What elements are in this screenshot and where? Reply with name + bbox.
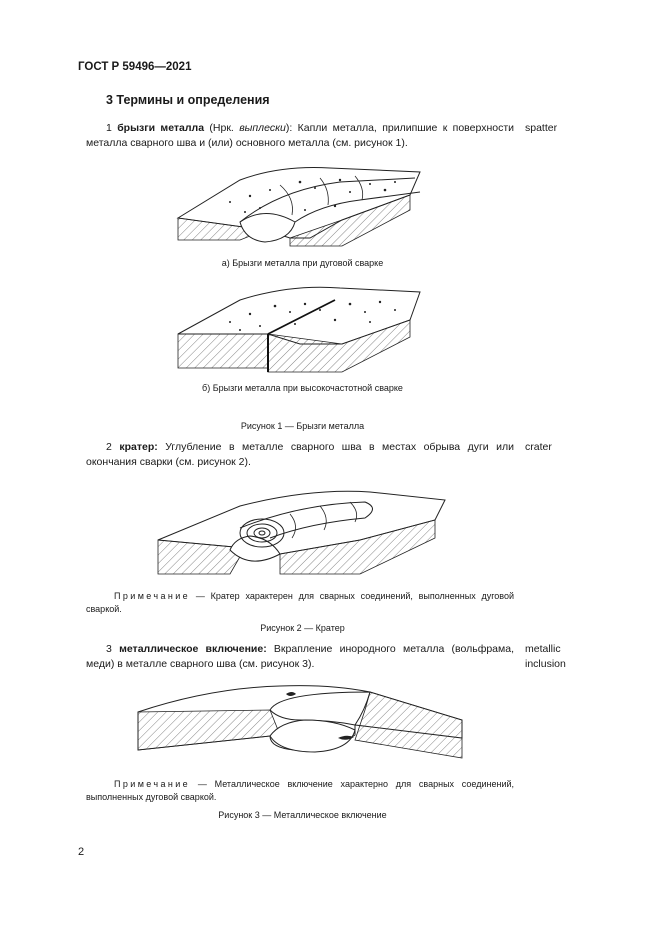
term-3-name: металлическое включение:: [119, 643, 267, 655]
section-title: 3 Термины и определения: [106, 93, 270, 107]
figure-3-title: Рисунок 3 — Металлическое включение: [218, 810, 387, 820]
document-header: ГОСТ Р 59496—2021: [78, 61, 192, 73]
note-2-text: — Металлическое включение характерно для сварных соединений, выполненных дуговой сваркой.: [86, 779, 514, 802]
note-2-label: Примечание: [114, 779, 191, 789]
figure-1b-caption: б) Брызги металла при высокочастотной сварке: [202, 383, 403, 393]
term-1-text: Капли металла, прилипшие к поверхности металла сварного шва и (или) основного металла (см. рисунок 1).: [86, 122, 515, 149]
term-1-number: 1: [106, 122, 112, 134]
term-2-number: 2: [106, 441, 112, 453]
note-1-text: — Кратер характерен для сварных соединений, выполненных дуговой сваркой.: [86, 591, 514, 614]
term-1-alt-close: ):: [285, 122, 293, 134]
term-2-english: crater: [525, 441, 552, 453]
term-1-english: spatter: [525, 122, 558, 134]
figure-2-crater-drawing: [150, 478, 455, 578]
term-3-english-line-2: inclusion: [525, 658, 566, 670]
figure-2-title: Рисунок 2 — Кратер: [260, 623, 345, 633]
figure-3-metallic-inclusion-drawing: [130, 680, 470, 770]
figure-1a-arc-spatter-drawing: [170, 160, 435, 252]
term-1-name: брызги металла: [117, 122, 205, 134]
term-3-text: Вкрапление инородного металла (вольфрама, меди) в металле сварного шва (см. рисунок 3).: [86, 643, 514, 670]
term-1-alt: выплески: [239, 122, 286, 134]
term-3-definition: [86, 642, 514, 672]
term-1-alt-open: (Нрк.: [204, 122, 240, 134]
note-2: [86, 778, 514, 804]
figure-1-title: Рисунок 1 — Брызги металла: [240, 421, 365, 431]
figure-1a-caption: а) Брызги металла при дуговой сварке: [221, 258, 384, 268]
page-number: 2: [78, 846, 85, 858]
term-1-definition: [86, 121, 514, 151]
term-3-number: 3: [106, 643, 112, 655]
term-2-name: кратер:: [119, 441, 158, 453]
term-3-english-line-1: metallic: [525, 643, 561, 655]
note-1-label: Примечание: [114, 591, 191, 601]
term-2-definition: [86, 440, 514, 470]
figure-1b-hf-spatter-drawing: [170, 282, 435, 374]
term-2-text: Углубление в металле сварного шва в местах обрыва дуги или окончания сварки (см. рисунок 2).: [86, 441, 515, 468]
note-1: [86, 590, 514, 616]
